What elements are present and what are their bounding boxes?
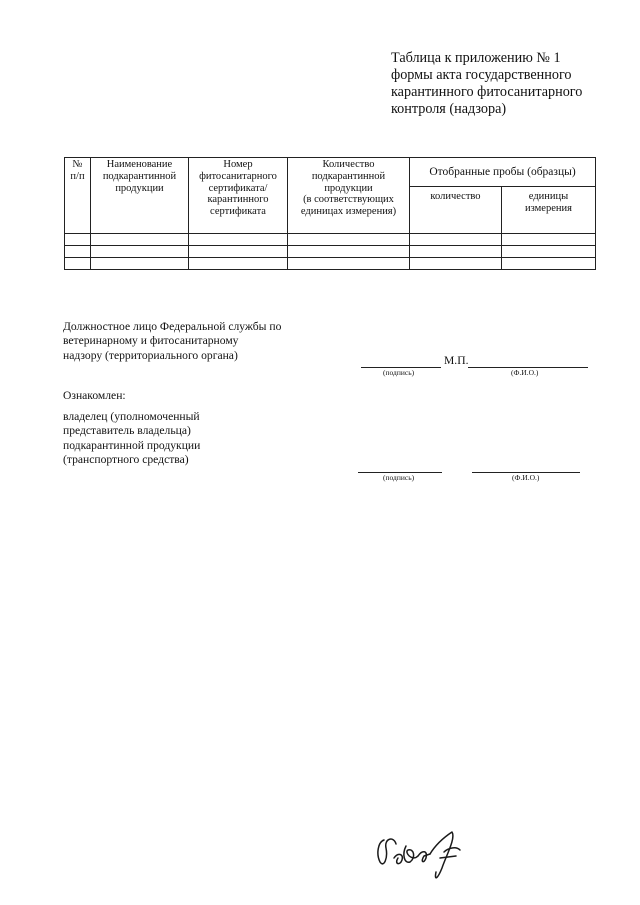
header-certificate-number [189,158,288,234]
handwritten-signature [372,828,464,884]
table-cell [189,246,288,258]
table-cell [288,258,410,270]
header-text: Отобранные пробы (образцы) [429,165,576,178]
header-samples [410,158,596,187]
table-cell [189,234,288,246]
table-row [65,246,596,258]
table-cell [410,246,502,258]
table-cell [65,234,91,246]
table-cell [502,246,596,258]
acquainted-text: Ознакомлен: [63,389,126,402]
official-label: ветеринарному и фитосанитарному [63,334,239,348]
caption-line: контроля (надзора) [391,101,507,117]
table-cell [288,234,410,246]
header-text: продукции [324,182,373,194]
header-sample-quantity [410,187,502,234]
header-text: Наименование [106,159,173,170]
table-cell [502,234,596,246]
header-text: фитосанитарного [199,170,277,182]
signature-caption: (подпись) [383,473,415,482]
owner-block [63,410,263,467]
table-cell [91,246,189,258]
official-label: Должностное лицо Федеральной службы по [63,320,282,333]
caption-line: формы акта государственного [391,67,572,83]
caption-line: карантинного фитосанитарного [391,84,583,100]
owner-label: представитель владельца) [63,424,191,438]
official-block [63,320,333,363]
header-text: № [72,159,83,170]
table-cell [189,258,288,270]
header-text: подкарантинной [102,170,177,182]
table-row [65,258,596,270]
table-cell [502,258,596,270]
header-text: измерения [525,202,572,214]
header-product-quantity [288,158,410,234]
owner-label: (транспортного средства) [63,452,189,466]
header-text: карантинного [207,194,269,206]
header-text: сертификата [210,206,266,218]
header-text: единицах измерения) [300,206,397,218]
fio-caption: (Ф.И.О.) [511,368,539,377]
header-text: подкарантинной [311,170,386,182]
table-cell [410,258,502,270]
owner-label: владелец (уполномоченный [63,410,200,423]
samples-table [64,157,596,270]
table-cell [91,234,189,246]
header-text: количество [430,191,481,202]
caption-line: Таблица к приложению № 1 [391,50,561,66]
header-number [65,158,91,234]
header-text: Номер [223,159,253,170]
table-row [65,234,596,246]
header-text: Количество [322,159,375,170]
table-cell [91,258,189,270]
table-caption [391,50,598,118]
table-cell [410,234,502,246]
table-cell [288,246,410,258]
header-text: продукции [115,182,164,194]
table-cell [65,258,91,270]
stamp-place-label: М.П. [444,354,469,367]
fio-caption: (Ф.И.О.) [512,473,540,482]
official-label: надзору (территориального органа) [63,348,238,362]
header-product-name [91,158,189,234]
header-text: п/п [70,170,85,182]
signature-caption: (подпись) [383,368,415,377]
table-cell [65,246,91,258]
header-sample-units [502,187,596,234]
acquainted-label [63,389,126,403]
header-text: (в соответствующих [303,194,394,206]
header-text: единицы [528,191,569,202]
owner-label: подкарантинной продукции [63,438,201,452]
header-text: сертификата/ [208,182,268,194]
